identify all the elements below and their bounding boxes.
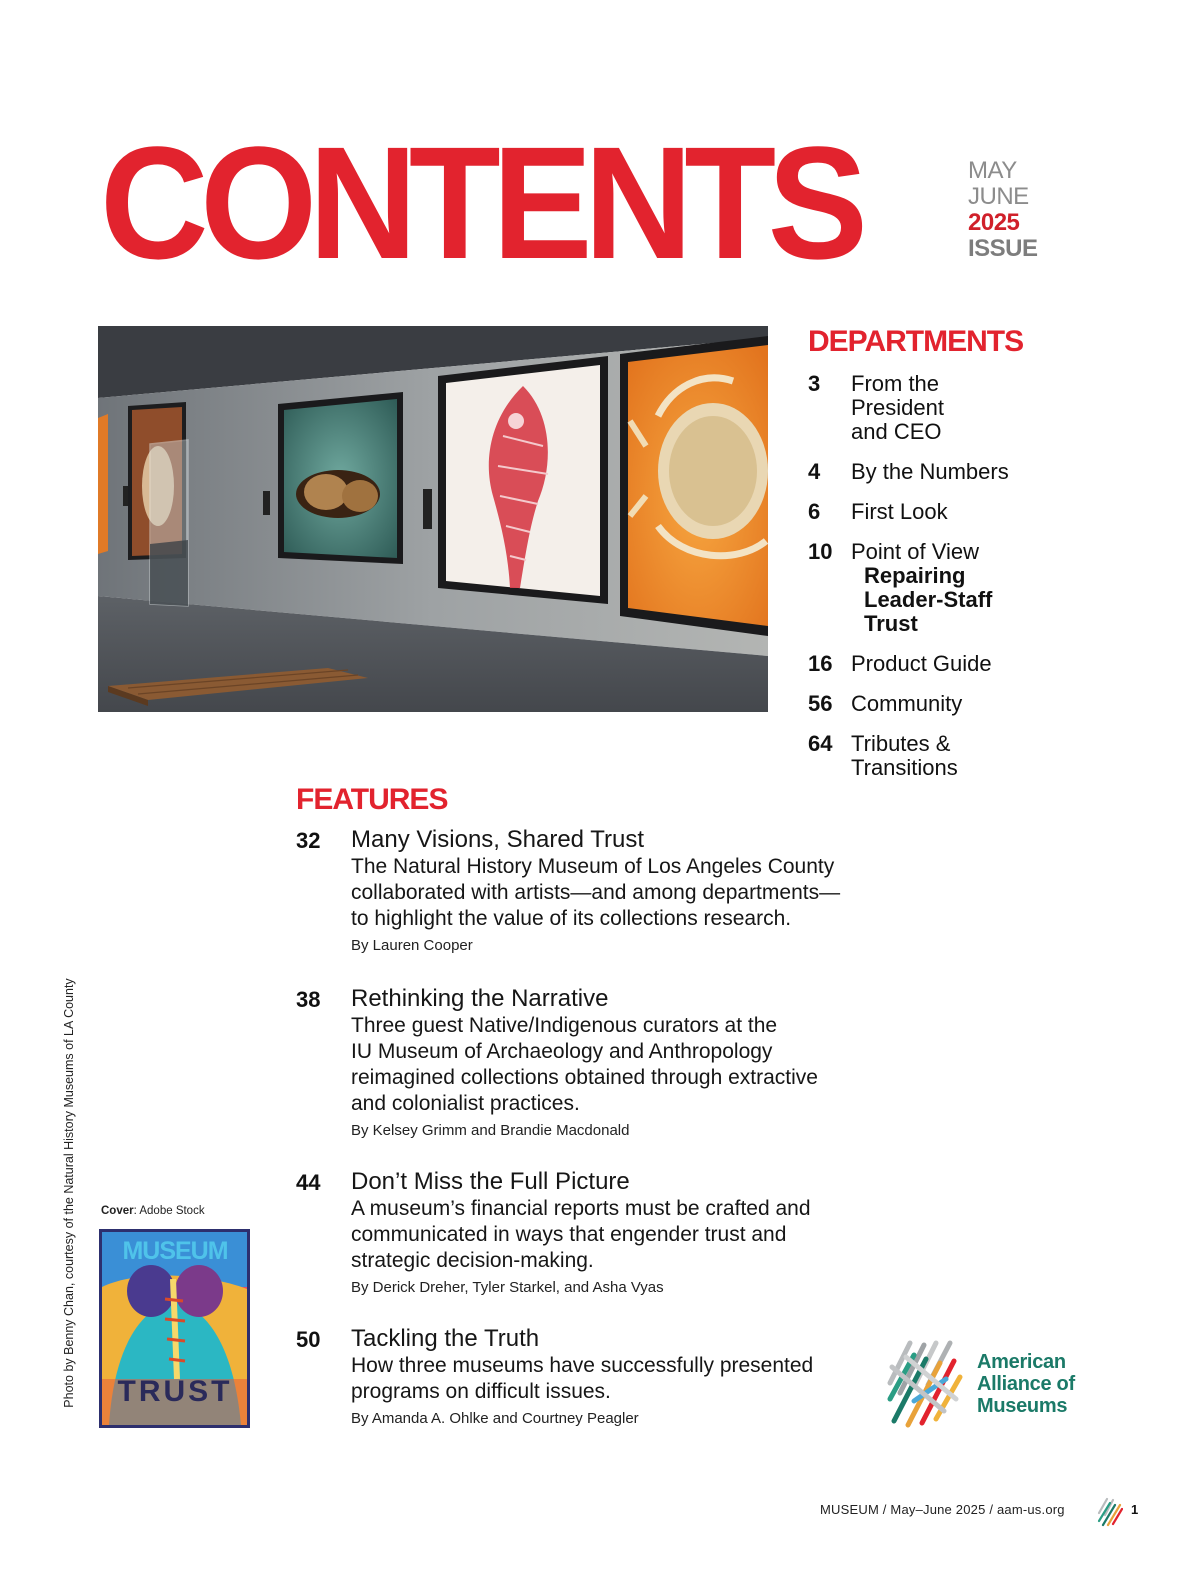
department-title-line: Community [851,691,963,716]
department-title-line: By the Numbers [851,459,1009,484]
department-title-line: Point of View [851,539,980,564]
feature-byline: By Lauren Cooper [351,937,473,954]
feature-description-line: programs on difficult issues. [351,1380,611,1403]
department-title [851,500,1138,524]
department-item[interactable] [808,692,1138,716]
cover-caption-text: : Adobe Stock [133,1205,205,1217]
aam-wordmark-line: American [977,1351,1066,1373]
feature-body [351,1325,896,1430]
feature-title: Rethinking the Narrative [351,985,609,1012]
aam-wordmark [977,1351,1075,1417]
feature-page-number: 44 [296,1170,321,1195]
department-title [851,460,1138,484]
department-item[interactable] [808,460,1138,484]
department-title-line: Tributes & [851,731,951,756]
feature-description [351,1353,896,1405]
department-title-line: Transitions [851,755,958,780]
feature-title: Tackling the Truth [351,1325,540,1352]
feature-byline: By Amanda A. Ohlke and Courtney Peagler [351,1410,639,1427]
feature-description-line: strategic decision-making. [351,1249,594,1272]
aam-mark-icon [1097,1497,1123,1527]
feature-description-line: collaborated with artists—and among departments— [351,881,841,904]
feature-byline: By Derick Dreher, Tyler Starkel, and Asha Vyas [351,1279,664,1296]
department-title [851,692,1138,716]
department-title-line: President [851,395,944,420]
cover-caption [101,1205,205,1217]
feature-description-line: reimagined collections obtained through extractive [351,1066,818,1089]
departments-list [808,372,1138,796]
page-number: 1 [1131,1502,1139,1517]
cover-word: TRUST [117,1375,233,1408]
department-page-number: 64 [808,731,833,756]
gallery-photo [98,326,768,712]
department-subtitle-line: Leader-Staff [864,587,993,612]
feature-description-line: IU Museum of Archaeology and Anthropology [351,1040,773,1063]
feature-description-line: A museum’s financial reports must be crafted and [351,1197,811,1220]
photo-credit-text: Photo by Benny Chan, courtesy of the Natural History Museums of LA County [62,978,76,1408]
feature-description [351,1196,896,1274]
department-page-number: 56 [808,691,833,716]
feature-description-line: How three museums have successfully presented [351,1354,814,1377]
feature-byline: By Kelsey Grimm and Brandie Macdonald [351,1122,630,1139]
feature-description [351,854,896,932]
department-subtitle-line: Repairing [864,563,966,588]
issue-year: 2025 [968,209,1020,236]
feature-title: Don’t Miss the Full Picture [351,1168,630,1195]
issue-label: ISSUE [968,235,1038,262]
department-item[interactable] [808,500,1138,524]
issue-month-2: JUNE [968,183,1029,210]
feature-page-number: 50 [296,1327,321,1352]
features-list [296,826,896,1430]
feature-item[interactable] [296,826,896,957]
department-page-number: 10 [808,539,833,564]
feature-body [351,826,896,957]
aam-wordmark-line: Museums [977,1395,1068,1417]
aam-wordmark-line: Alliance of [977,1373,1075,1395]
cover-caption-label: Cover [101,1205,134,1217]
department-page-number: 4 [808,459,821,484]
feature-description-line: and colonialist practices. [351,1092,580,1115]
department-item[interactable] [808,540,1138,636]
department-page-number: 16 [808,651,833,676]
department-page-number: 6 [808,499,821,524]
cover-masthead: MUSEUM [122,1237,228,1265]
department-title-line: Product Guide [851,651,992,676]
feature-page-number: 32 [296,828,321,853]
department-title-line: and CEO [851,419,942,444]
page-title: CONTENTS [100,113,860,292]
departments-heading: DEPARTMENTS [808,325,1024,358]
feature-item[interactable] [296,985,896,1142]
department-title [851,540,1138,564]
department-title [851,372,1138,444]
feature-body [351,1168,896,1299]
cover-thumbnail[interactable] [99,1229,250,1428]
feature-description-line: to highlight the value of its collections research. [351,907,792,930]
department-title [851,652,1138,676]
department-item[interactable] [808,372,1138,444]
department-subtitle [864,564,1138,636]
feature-item[interactable] [296,1325,896,1430]
department-item[interactable] [808,732,1138,780]
features-heading: FEATURES [296,783,448,816]
feature-description-line: communicated in ways that engender trust and [351,1223,787,1246]
feature-description [351,1013,896,1117]
aam-logo-icon [884,1337,964,1429]
footer-text: MUSEUM / May–June 2025 / aam-us.org [820,1502,1065,1517]
feature-item[interactable] [296,1168,896,1299]
department-page-number: 3 [808,371,821,396]
feature-page-number: 38 [296,987,321,1012]
feature-description-line: Three guest Native/Indigenous curators at the [351,1014,778,1037]
issue-date [968,158,1038,262]
feature-title: Many Visions, Shared Trust [351,826,645,853]
department-item[interactable] [808,652,1138,676]
department-title-line: From the [851,371,940,396]
department-title [851,732,1138,780]
issue-month-1: MAY [968,157,1017,184]
department-title-line: First Look [851,499,948,524]
feature-description-line: The Natural History Museum of Los Angeles County [351,855,835,878]
department-subtitle-line: Trust [864,611,918,636]
feature-body [351,985,896,1142]
